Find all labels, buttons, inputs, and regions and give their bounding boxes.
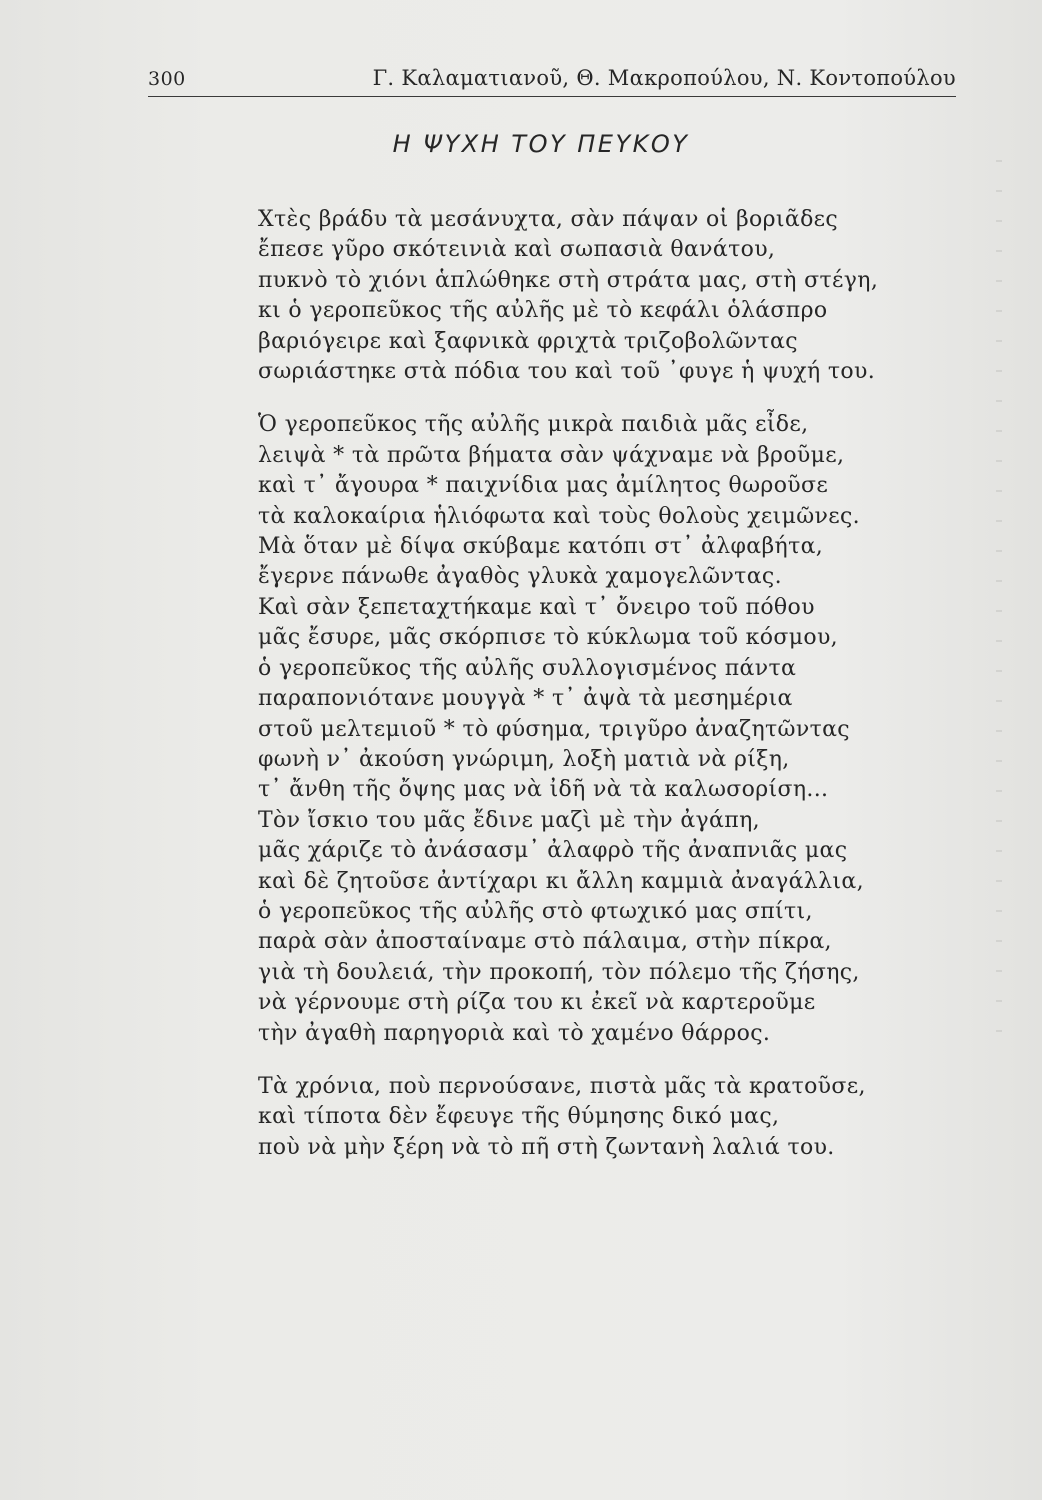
poem-line: παρὰ σὰν ἀποσταίναμε στὸ πάλαιμα, στὴν πίκρα, <box>258 929 832 955</box>
poem-line: σωριάστηκε στὰ πόδια του καὶ τοῦ ᾽φυγε ἡ ψυχή του. <box>258 359 876 385</box>
poem-body <box>258 205 958 1186</box>
page-number: 300 <box>148 68 186 90</box>
poem-line: ὁ γεροπεῦκος τῆς αὐλῆς συλλογισμένος πάντα <box>258 655 797 681</box>
poem-line: τὴν ἀγαθὴ παρηγοριὰ καὶ τὸ χαμένο θάρρος. <box>258 1020 771 1046</box>
poem-line: τ᾽ ἄνθη τῆς ὄψης μας νὰ ἰδῆ νὰ τὰ καλωσορίση... <box>258 777 829 803</box>
poem-line: νὰ γέρνουμε στὴ ρίζα του κι ἐκεῖ νὰ καρτεροῦμε <box>258 990 816 1016</box>
poem-line: Τὸν ἴσκιο του μᾶς ἔδινε μαζὶ μὲ τὴν ἀγάπη, <box>258 807 760 833</box>
poem-line: πυκνὸ τὸ χιόνι ἁπλώθηκε στὴ στράτα μας, στὴ στέγη, <box>258 267 879 293</box>
poem-line: καὶ τ᾽ ἄγουρα * παιχνίδια μας ἀμίλητος θωροῦσε <box>258 473 829 499</box>
poem-line: Ὁ γεροπεῦκος τῆς αὐλῆς μικρὰ παιδιὰ μᾶς εἶδε, <box>258 412 809 438</box>
poem-line: ὁ γεροπεῦκος τῆς αὐλῆς στὸ φτωχικό μας σπίτι, <box>258 898 813 924</box>
poem-line: μᾶς χάριζε τὸ ἀνάσασμ᾽ ἀλαφρὸ τῆς ἀναπνιᾶς μας <box>258 838 848 864</box>
poem-line: Καὶ σὰν ξεπεταχτήκαμε καὶ τ᾽ ὄνειρο τοῦ πόθου <box>258 594 815 620</box>
poem-line: στοῦ μελτεμιοῦ * τὸ φύσημα, τριγῦρο ἀναζητῶντας <box>258 716 850 742</box>
poem-line: φωνὴ ν᾽ ἀκούση γνώριμη, λοξὴ ματιὰ νὰ ρίξη, <box>258 746 790 772</box>
stanza <box>258 1072 958 1163</box>
poem-line: ἔγερνε πάνωθε ἀγαθὸς γλυκὰ χαμογελῶντας. <box>258 564 782 590</box>
poem-line: κι ὁ γεροπεῦκος τῆς αὐλῆς μὲ τὸ κεφάλι ὁλάσπρο <box>258 298 828 324</box>
poem-title: Η ΨΥΧΗ ΤΟΥ ΠΕΥΚΟΥ <box>392 130 690 158</box>
poem-line: ποὺ νὰ μὴν ξέρη νὰ τὸ πῆ στὴ ζωντανὴ λαλιά του. <box>258 1134 835 1160</box>
stanza <box>258 410 958 1049</box>
poem-line: παραπονιότανε μουγγὰ * τ᾽ ἀψὰ τὰ μεσημέρια <box>258 686 793 712</box>
poem-line: λειψὰ * τὰ πρῶτα βήματα σὰν ψάχναμε νὰ βροῦμε, <box>258 442 845 468</box>
poem-line: καὶ δὲ ζητοῦσε ἀντίχαρι κι ἄλλη καμμιὰ ἀναγάλλια, <box>258 868 864 894</box>
poem-line: Χτὲς βράδυ τὰ μεσάνυχτα, σὰν πάψαν οἱ βοριᾶδες <box>258 207 839 232</box>
poem-line: μᾶς ἔσυρε, μᾶς σκόρπισε τὸ κύκλωμα τοῦ κόσμου, <box>258 625 839 651</box>
poem-line: Τὰ χρόνια, ποὺ περνούσανε, πιστὰ μᾶς τὰ κρατοῦσε, <box>258 1073 866 1099</box>
poem-line: τὰ καλοκαίρια ἡλιόφωτα καὶ τοὺς θολοὺς χειμῶνες. <box>258 503 860 529</box>
stanza <box>258 205 958 387</box>
poem-line: Μὰ ὅταν μὲ δίψα σκύβαμε κατόπι στ᾽ ἀλφαβήτα, <box>258 534 824 560</box>
poem-line: καὶ τίποτα δὲν ἔφευγε τῆς θύμησης δικό μας, <box>258 1104 780 1130</box>
running-head: Γ. Καλαματιανοῦ, Θ. Μακροπούλου, Ν. Κοντοπούλου <box>372 66 956 90</box>
page-header <box>148 62 956 97</box>
poem-line: ἔπεσε γῦρο σκότεινιὰ καὶ σωπασιὰ θανάτου, <box>258 237 776 263</box>
bleed-through-texture <box>996 160 1002 1060</box>
poem-line: γιὰ τὴ δουλειά, τὴν προκοπή, τὸν πόλεμο τῆς ζήσης, <box>258 959 860 985</box>
poem-line: βαριόγειρε καὶ ξαφνικὰ φριχτὰ τριζοβολῶντας <box>258 328 798 354</box>
